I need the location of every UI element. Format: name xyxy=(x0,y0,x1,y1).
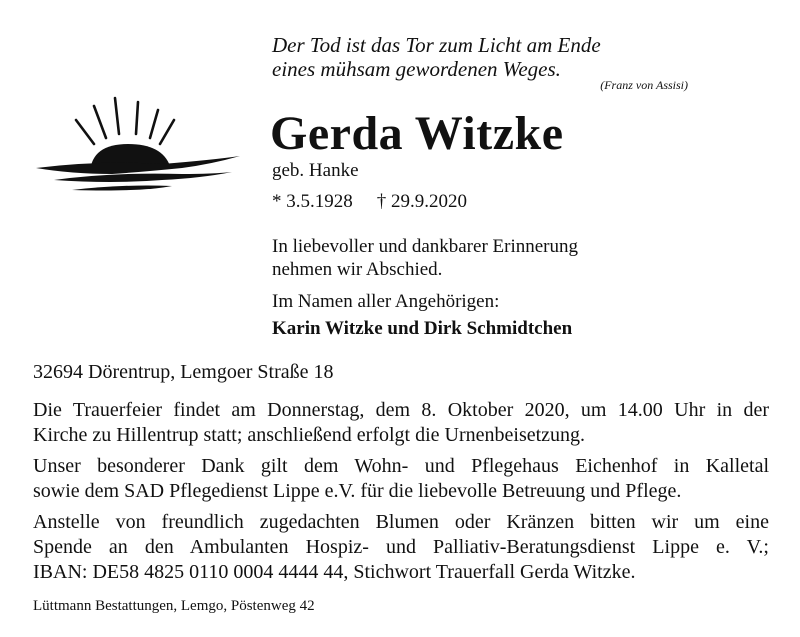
maiden-name: geb. Hanke xyxy=(272,160,359,181)
quote-author: (Franz von Assisi) xyxy=(600,78,688,92)
birth-date: * 3.5.1928 xyxy=(272,191,353,212)
deceased-name: Gerda Witzke xyxy=(270,107,564,160)
death-date: † 29.9.2020 xyxy=(376,191,467,212)
on-behalf-label: Im Namen aller Angehörigen: xyxy=(272,291,500,312)
address: 32694 Dörentrup, Lemgoer Straße 18 xyxy=(33,361,334,383)
funeral-paragraph xyxy=(33,398,769,448)
quote-line-2: eines mühsam gewordenen Weges. xyxy=(272,57,561,81)
thanks-line-1: Unser besonderer Dank gilt dem Wohn- und Pflegehaus Eichenhof in Kalletal xyxy=(33,455,769,477)
life-dates xyxy=(272,191,467,213)
donation-line-1: Anstelle von freundlich zugedachten Blumen oder Kränzen bitten wir um eine xyxy=(33,511,769,533)
farewell-line-2: nehmen wir Abschied. xyxy=(272,259,443,280)
mourners-names: Karin Witzke und Dirk Schmidtchen xyxy=(272,318,573,339)
donation-line-2: Spende an den Ambulanten Hospiz- und Palliativ-Beratungsdienst Lippe e. V.; xyxy=(33,536,769,558)
farewell-text xyxy=(272,235,578,281)
undertaker-info: Lüttmann Bestattungen, Lemgo, Pöstenweg 42 xyxy=(33,598,315,614)
funeral-line-1: Die Trauerfeier findet am Donnerstag, dem 8. Oktober 2020, um 14.00 Uhr in der xyxy=(33,399,769,421)
thanks-paragraph xyxy=(33,454,769,504)
funeral-line-2: Kirche zu Hillentrup statt; anschließend erfolgt die Urnenbeisetzung. xyxy=(33,424,586,446)
donation-paragraph xyxy=(33,510,769,585)
thanks-line-2: sowie dem SAD Pflegedienst Lippe e.V. für die liebevolle Betreuung und Pflege. xyxy=(33,480,682,502)
sunset-sun-icon xyxy=(32,94,244,196)
quote-line-1: Der Tod ist das Tor zum Licht am Ende xyxy=(272,33,601,57)
farewell-line-1: In liebevoller und dankbarer Erinnerung xyxy=(272,236,578,257)
donation-line-3: IBAN: DE58 4825 0110 0004 4444 44, Stichwort Trauerfall Gerda Witzke. xyxy=(33,561,636,583)
